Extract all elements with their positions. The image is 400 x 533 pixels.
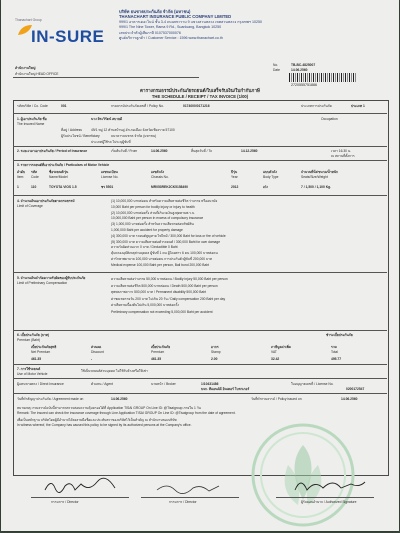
coverage-line: 10,000,000 Baht per person in excess of compulsory insurance	[111, 216, 204, 221]
use-section-en: Use of Motor Vehicle	[17, 372, 48, 376]
branch-sub: สำนักงานใหญ่ HEAD OFFICE	[15, 72, 59, 76]
compulsory-section-th: 5. จำนวนเงินจำกัดความรับผิดของผู้รับประกันภัย	[17, 276, 86, 280]
date-label: Date	[273, 68, 280, 72]
company-address-en: 999/1 The Nine Tower, Rama 9 Rd., Suanluang, Bangkok 10250	[119, 25, 222, 30]
vehicle-row-cell: MR053REK2CK5158490	[151, 185, 189, 189]
insured-extra: ประเภทผู้ใช้รถ ไม่ระบุผู้ขับขี่	[91, 140, 131, 144]
coverage-line: (4) 300,000 บาท รถยนต์สูญหาย ไฟไหม้ / 300,000 Baht for loss or fire of vehicle	[111, 233, 226, 238]
compulsory-line: ทุพพลภาพถาวร 500,000 บาท / Permanent disability 500,000 Baht	[111, 290, 207, 294]
insured-name: นาง สิระวิรัตน์ สบายดี	[91, 117, 123, 121]
compulsory-line: ความเสียหายต่อร่างกาย 50,000 บาทต่อคน / Bodily injury 50,000 Baht per person	[111, 277, 228, 281]
broker-name: บจก. ทีแอนด์ดี อินเตอร์ โบรกเกอร์	[201, 387, 250, 391]
use-section-th: 7. การใช้รถยนต์	[17, 367, 41, 371]
vehicle-header-en-cell: Name/Model	[49, 175, 68, 179]
premium-header-en-cell: Total	[331, 350, 338, 354]
period-time: เวลา 16.30 น.	[331, 149, 352, 153]
coverage-line: 10,000 Baht per person for bodily injury or injury to health	[111, 204, 195, 209]
premium-value-cell: 32.42	[271, 357, 280, 361]
vehicle-row-cell: TOYOTA VIOS 1.5	[49, 185, 77, 189]
company-contact: ศูนย์บริการลูกค้า / Customer Service : 1596 www.thanachart.co.th	[119, 36, 223, 41]
company-block	[119, 9, 319, 41]
period-section: 2. ระยะเวลาเอาประกันภัย / Period of Insurance	[17, 149, 88, 153]
premium-value-cell: 461.35	[151, 357, 162, 361]
insured-section-th: 1. ผู้เอาประกันภัย ชื่อ	[17, 117, 47, 121]
coverage-line: (3) 1,000,000 บาทต่อครั้ง สำหรับความเสียหายต่อทรัพย์สิน	[111, 222, 194, 227]
premium-value-cell: 461.35	[31, 357, 42, 361]
remark-line-4: In witness whereof, the Company has caused this policy to be signed by its authorized persons at the Company's office.	[17, 423, 192, 427]
broker-label: นายหน้า / Broker	[151, 382, 176, 386]
logo-wordmark: IN-SURE	[31, 27, 105, 46]
beneficiary-label: ผู้รับประโยชน์ / Beneficiary	[61, 134, 100, 138]
coverage-line: 1,000,000 Baht per accident for property damage	[111, 228, 183, 232]
coverage-line: (1) 10,000,000 บาทต่อคน สำหรับความเสียหายต่อชีวิต ร่างกาย หรืออนามัย	[111, 199, 218, 203]
company-name-th: บริษัท ธนชาตประกันภัย จำกัด (มหาชน)	[119, 9, 191, 14]
insured-address-label: ที่อยู่ / Address	[61, 128, 82, 132]
issued-label: วันที่ทำกรมธรรม์ / Policy issued on	[251, 397, 302, 401]
premium-header-en-cell: Discount	[91, 350, 104, 354]
divider	[13, 272, 387, 273]
company-address-th: 999/1 อาคารเดอะไนน์ ชั้น 3-4 ถนนพระราม 9 แขวงสวนหลวง เขตสวนหลวง กรุงเทพฯ 10250	[119, 19, 263, 24]
director1-label: กรรมการ / Director	[51, 500, 79, 504]
period-to-label: สิ้นสุดวันที่ / To	[191, 149, 212, 153]
vehicle-header-cell: ชื่อรถยนต์/รุ่น	[49, 170, 69, 174]
vehicle-row-cell: 2012	[231, 185, 239, 189]
divider	[13, 113, 387, 114]
period-to: 14.12.2560	[241, 149, 258, 153]
insurance-type-label: ประเภทการประกันภัย	[301, 104, 332, 108]
vehicle-header-en-cell: Body Type	[263, 175, 279, 179]
vehicle-row-cell: 7 / 1,500 / 1,100 Kg.	[301, 185, 332, 189]
premium-value-cell: -	[91, 357, 93, 361]
compulsory-line: Preliminary compensation not exceeding 5,000,000 Baht per accident	[111, 309, 213, 314]
divider	[13, 160, 387, 161]
insured-section-en: The Insured Name	[17, 122, 45, 126]
policy-no-value: TB-BC-4825007	[291, 63, 316, 67]
logo-tagline: Thanachart Group	[15, 18, 42, 22]
premium-value-cell: 2.00	[211, 357, 218, 361]
divider	[13, 195, 387, 196]
remark-line-1: หมายเหตุ: กรมธรรม์ฉบับนี้สามารถตรวจสอบความคุ้มครองได้ที่ Application TISAI GROUP On Line ID: @Tisaigroup ภายใน 1 วัน	[17, 406, 201, 410]
co-code-value: 001	[61, 104, 67, 108]
agent-label: ตัวแทน / Agent	[91, 382, 113, 386]
vehicle-header-en-cell: Seats/Size/Weight	[301, 175, 328, 179]
document-title-th: ตารางกรมธรรม์ประกันภัยรถยนต์/ใบเสร็จรับเงิน/ใบกำกับภาษี	[140, 88, 260, 93]
authorized-signature	[289, 474, 369, 496]
period-from-label: เริ่มต้นวันที่ / From	[111, 149, 138, 153]
agreement-date: 14.06.2560	[111, 397, 128, 401]
agent-code: 1/10431486	[201, 382, 219, 386]
director2-signature	[153, 478, 223, 496]
premium-header-cell: อากร	[211, 345, 219, 349]
remark-line-3: เพื่อเป็นหลักฐาน บริษัทโดยผู้มีอำนาจได้ลงลายมือชื่อและประทับตราของบริษัทไว้เป็นสำคัญ ณ สำนักงานของบริษัท	[17, 418, 177, 422]
coverage-line: (5) 300,000 บาท ความเสียหายต่อตัวรถยนต์ / 300,000 Baht for own damage	[111, 239, 221, 244]
issued-date: 14.06.2560	[341, 397, 358, 401]
direct-insurance-label: ผู้แทนขายตรง / Direct Insurance	[17, 382, 64, 386]
coverage-line: ค่ารักษาพยาบาล 100,000 บาทต่อคน การประกันตัวผู้ขับขี่ 200,000 บาท	[111, 257, 213, 261]
divider	[13, 393, 387, 394]
company-name-en: THANACHART INSURANCE PUBLIC COMPANY LIMITED	[119, 14, 232, 20]
director1-signature	[41, 476, 121, 496]
document-title-en: THE SCHEDULE / RECEIPT / TAX INVOICE (1/00)	[151, 94, 249, 99]
compulsory-line: ความเสียหายต่อชีวิต 500,000 บาทต่อคน / Death 500,000 Baht per person	[111, 283, 218, 288]
coverage-line: คุ้มครองอุบัติเหตุส่วนบุคคล ผู้ขับขี่ 1 คน ผู้โดยสาร 6 คน 100,000 บาทต่อคน	[111, 251, 218, 256]
vehicle-section: 3. รายการรถยนต์ที่เอาประกันภัย / Particulars of Motor Vehicle	[17, 163, 110, 167]
vehicle-header-en-cell: Chassis No.	[151, 175, 169, 179]
premium-right-label: ชำระเบี้ยประกันภัย	[326, 333, 353, 337]
vehicle-header-en-cell: Code	[31, 175, 39, 179]
vehicle-header-cell: เลขตัวถัง	[151, 170, 164, 174]
premium-header-en-cell: Stamp	[211, 350, 221, 354]
divider	[13, 330, 387, 331]
coverage-section-th: 4. จำนวนเงินเอาประกันภัยตามกรมธรรม์	[17, 199, 75, 203]
period-from: 14.06.2560	[151, 149, 168, 153]
premium-header-cell: เบี้ยประกันภัย	[151, 345, 171, 349]
company-logo	[15, 10, 115, 54]
compulsory-line: ค่าเสียหายเบื้องต้นไม่เกิน 5,000,000 บาทต่อครั้ง	[111, 303, 179, 307]
vehicle-row-cell: 1	[17, 185, 19, 189]
remark-line-2: Remark: The insured can check the insurance coverage through Line Application TISAI GROUP On Line ID: @Tisaigroup from the date of agreement.	[17, 411, 236, 415]
branch-label: สำนักงานใหญ่	[15, 66, 36, 70]
vehicle-header-cell: ลำดับ	[17, 170, 26, 174]
divider	[13, 378, 387, 379]
insurance-type-value: ประเภท 1	[351, 104, 365, 108]
premium-header-en-cell: Premium	[151, 350, 165, 354]
date-value: 14.06.2560	[291, 68, 308, 72]
license-label: ใบอนุญาตเลขที่ / License No.	[291, 382, 334, 386]
divider	[13, 364, 387, 365]
coverage-line: (2) 10,000,000 บาทต่อครั้ง ส่วนที่เกินวงเงินสูงสุดตามพ.ร.บ.	[111, 210, 195, 215]
vehicle-header-en-cell: Item	[17, 175, 24, 179]
coverage-line: ความรับผิดส่วนแรก 0 บาท / Deductible 0 Baht	[111, 245, 178, 250]
premium-header-cell: เบี้ยประกันภัยสุทธิ	[31, 345, 57, 349]
compulsory-section-en: Limit of Preliminary Compensation	[17, 281, 68, 285]
coverage-section-en: Limit of Coverage	[17, 204, 43, 208]
use-text: ใช้เป็นรถยนต์ส่วนบุคคล ไม่ใช้รับจ้างหรือให้เช่า	[81, 369, 148, 373]
period-time-note: ณ สถานที่ตั้งการ	[331, 154, 355, 158]
beneficiary-value: ธนาคารธนชาต จำกัด (มหาชน)	[111, 134, 157, 138]
insured-occupation: Occupation	[321, 117, 338, 121]
vehicle-row-cell: 110	[31, 185, 37, 189]
policy-label: กรมธรรม์ประกันภัยเลขที่ / Policy No.	[111, 104, 164, 108]
policy-no-label: No.	[273, 63, 279, 67]
license-value: 0200172547	[346, 387, 365, 391]
premium-header-en-cell: Net Premium	[31, 350, 51, 354]
premium-header-cell: รวม	[331, 345, 337, 349]
vehicle-header-cell: รหัส	[31, 170, 37, 174]
premium-header-en-cell: VAT	[271, 350, 277, 354]
vehicle-header-en-cell: Year	[231, 175, 238, 179]
co-code-label: รหัสบริษัท / Co. Code	[17, 104, 48, 108]
document-header	[9, 6, 391, 58]
vehicle-header-cell: เลขทะเบียน	[101, 170, 118, 174]
vehicle-row-cell: ชร 5501	[101, 185, 114, 189]
divider	[13, 146, 387, 147]
divider	[141, 497, 239, 498]
vehicle-header-cell: แบบตัวถัง	[263, 170, 277, 174]
vehicle-header-en-cell: License No.	[101, 175, 119, 179]
company-tax-id: เลขประจำตัวผู้เสียภาษี 0107537000076	[119, 30, 181, 35]
premium-section-en: Premium (Baht)	[17, 338, 41, 342]
policy-document	[1, 0, 399, 531]
premium-header-cell: ภาษีมูลค่าเพิ่ม	[271, 345, 291, 349]
insured-address: 49/1 หมู่ 12 ตำบลบ้านดู่ อำเภอเมือง จังหวัดเชียงราย 57100	[91, 128, 175, 132]
vehicle-row-cell: เก๋ง	[263, 185, 268, 189]
premium-section-th: 6. เบี้ยประกันภัย (บาท)	[17, 333, 50, 337]
director2-label: กรรมการ / Director	[169, 500, 197, 504]
compulsory-line: ค่าชดเชยรายวัน 200 บาท ไม่เกิน 20 วัน / Daily compensation 200 Baht per day	[111, 296, 226, 301]
barcode	[289, 73, 357, 82]
divider	[31, 497, 129, 498]
agreement-label: วันที่ทำสัญญาประกันภัย / Agreement made on	[17, 397, 84, 401]
premium-value-cell: 495.77	[331, 357, 342, 361]
divider	[13, 77, 199, 78]
coverage-line: Medical expense 100,000 Baht per person, Bail bond 200,000 Baht	[111, 262, 210, 267]
vehicle-header-cell: ปีรุ่น	[231, 170, 238, 174]
policy-value: 0174000/0171216	[183, 104, 210, 108]
barcode-text: 2720555751886	[291, 83, 317, 87]
premium-header-cell: ส่วนลด	[91, 345, 102, 349]
vehicle-header-cell: จำนวนที่นั่ง/ขนาด/น้ำหนัก	[301, 170, 339, 174]
divider	[276, 497, 374, 498]
authorized-label: ผู้รับมอบอำนาจ / Authorized Signature	[301, 500, 357, 504]
